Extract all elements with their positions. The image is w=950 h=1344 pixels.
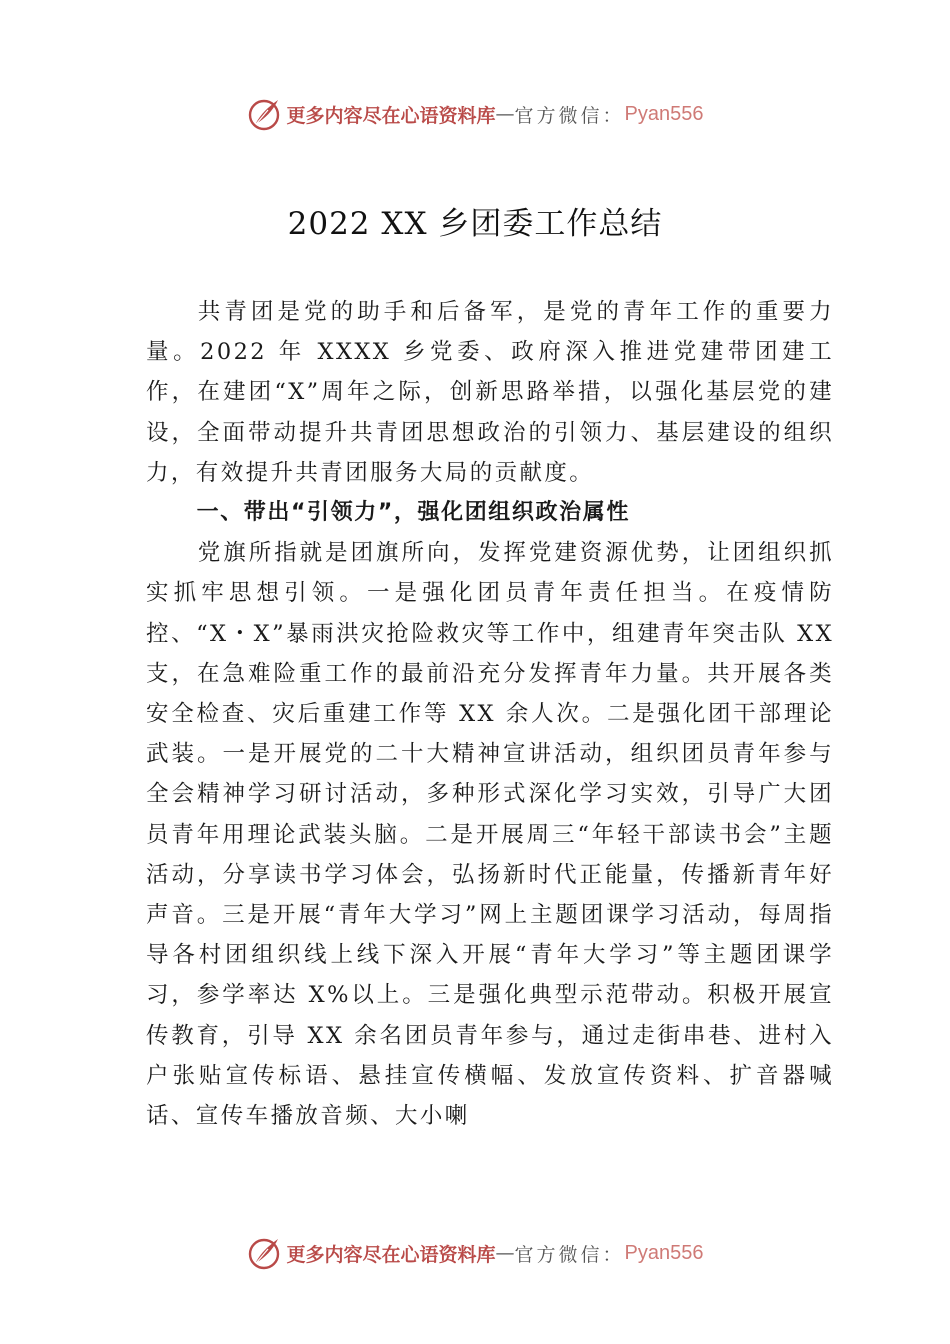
banner-wechat-id: Pyan556 xyxy=(624,1241,704,1264)
banner-separator: — xyxy=(495,1242,515,1264)
document-title: 2022 XX 乡团委工作总结 xyxy=(287,206,663,242)
banner-text: 更多内容尽在心语资料库 xyxy=(286,104,496,127)
banner-wechat-id: Pyan556 xyxy=(624,102,704,125)
banner-text: 更多内容尽在心语资料库 xyxy=(286,1243,496,1266)
feather-pen-seal-icon xyxy=(247,96,283,132)
footer-banner xyxy=(0,1233,950,1273)
banner-wechat-label: 官方微信： xyxy=(514,1243,625,1266)
section-heading: 一、带出“引领力”，强化团组织政治属性 xyxy=(196,500,630,526)
document-body xyxy=(146,292,834,1136)
feather-pen-seal-icon xyxy=(247,1235,283,1271)
banner-wechat-label: 官方微信： xyxy=(514,104,625,127)
body-paragraph: 党旗所指就是团旗所向，发挥党建资源优势，让团组织抓实抓牢思想引领。一是强化团员青年责任担当。在疫情防控、“X・X”暴雨洪灾抢险救灾等工作中，组建青年突击队 XX 支，在急难险重工作的最前沿充分发挥青年力量。共开展各类安全检查、灾后重建工作等 XX 余人次。二是强化团干部理论武装。一是开展党的二十大精神宣讲活动，组织团员青年参与全会精神学习研讨活动，多种形式深化学习实效，引导广大团员青年用理论武装头脑。二是开展周三“年轻干部读书会”主题活动，分享读书学习体会，弘扬新时代正能量，传播新青年好声音。三是开展“青年大学习”网上主题团课学习活动，每周指导各村团组织线上线下深入开展“青年大学习”等主题团课学习，参学率达 X%以上。三是强化典型示范带动。积极开展宣传教育，引导 XX 余名团员青年参与，通过走街串巷、进村入户张贴宣传标语、悬挂宣传横幅、发放宣传资料、扩音器喊话、宣传车播放音频、大小喇 xyxy=(146,540,834,1130)
intro-paragraph: 共青团是党的助手和后备军，是党的青年工作的重要力量。2022 年 XXXX 乡党委、政府深入推进党建带团建工作，在建团“X”周年之际，创新思路举措，以强化基层党的建设，全面带动提升共青团思想政治的引领力、基层建设的组织力，有效提升共青团服务大局的贡献度。 xyxy=(146,299,834,486)
header-banner xyxy=(0,94,950,134)
banner-separator: — xyxy=(495,103,515,125)
